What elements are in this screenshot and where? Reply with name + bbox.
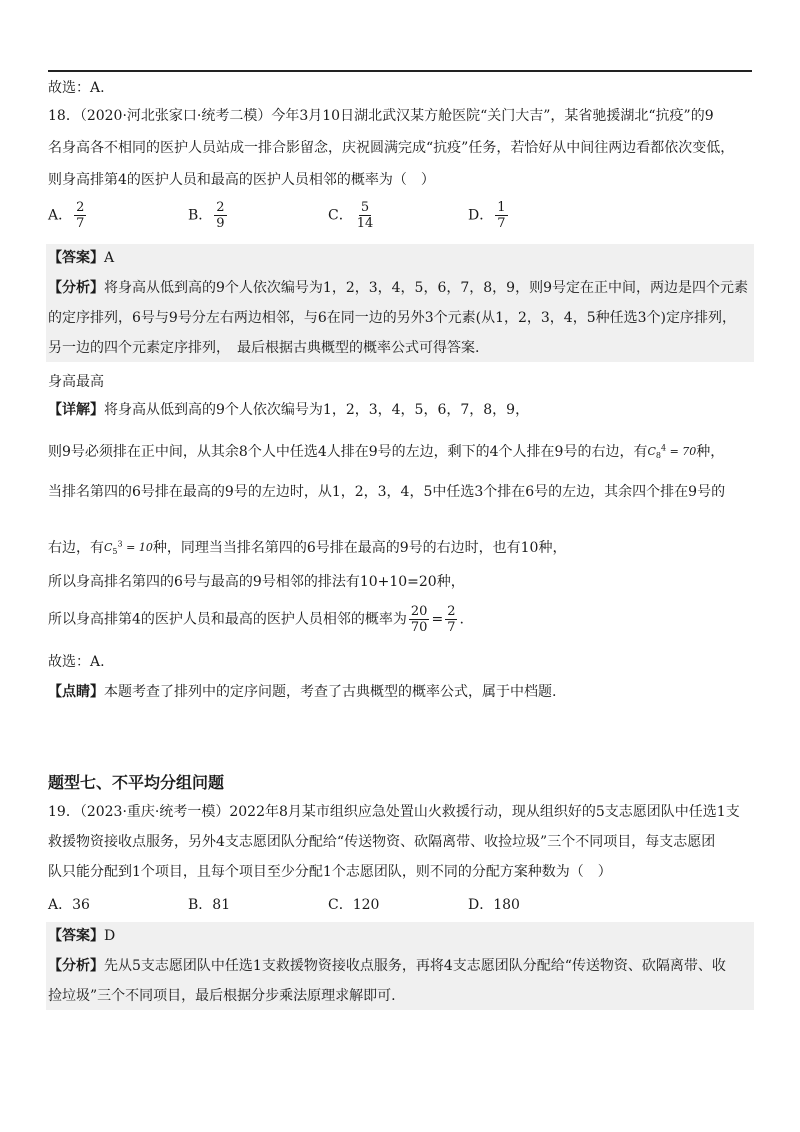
top-rule — [48, 70, 752, 72]
previous-answer: 故选：A. — [48, 80, 105, 96]
q18-option-b: B． $\frac{2}{9}$ — [188, 200, 225, 231]
q18-option-c: C． $\frac{5}{14}$ — [328, 200, 374, 231]
q19-stem-line-1: 19．（2023·重庆·统考一模）2022年8月某市组织应急处置山火救援行动，现从组织好的5支志愿团队中任选1支 — [48, 804, 740, 820]
q18-detail-line-1: 【详解】将身高从低到高的9个人依次编号为1，2，3，4，5，6，7，8，9， — [48, 402, 530, 418]
q19-analysis-line-1: 【分析】先从5支志愿团队中任选1支救援物资接收点服务，再将4支志愿团队分配给“传送物资、砍隔离带、收 — [48, 958, 726, 974]
q19-answer: 【答案】D — [48, 928, 116, 944]
q18-option-a: A． $\frac{2}{7}$ — [48, 200, 85, 231]
q18-analysis-line-1: 【分析】将身高从低到高的9个人依次编号为1，2，3，4，5，6，7，8，9，则9号定在正中间，两边是四个元素 — [48, 280, 748, 296]
q18-detail-line-2: 则9号必须排在正中间，从其余8个人中任选4人排在9号的左边，剩下的4个人排在9号的右边，有$C_8^4 = 70$种， — [48, 443, 725, 460]
q19-analysis-line-2: 捡垃圾”三个不同项目，最后根据分步乘法原理求解即可. — [48, 988, 396, 1004]
q18-choose: 故选：A. — [48, 654, 105, 670]
q19-stem-line-3: 队只能分配到1个项目，且每个项目至少分配1个志愿团队，则不同的分配方案种数为（ ） — [48, 864, 612, 880]
q19-stem-line-2: 救援物资接收点服务，另外4支志愿团队分配给“传送物资、砍隔离带、收捡垃圾”三个不同项目，每支志愿团 — [48, 834, 716, 850]
q19-option-d: D．180 — [468, 897, 520, 913]
q18-aside-note: 身高最高 — [48, 374, 104, 390]
q18-comment: 【点睛】本题考查了排列中的定序问题，考查了古典概型的概率公式，属于中档题. — [48, 684, 557, 700]
q18-detail-line-6: 所以身高排第4的医护人员和最高的医护人员相邻的概率为 $\frac{20}{70}$ = $\frac{2}{7}$ . — [48, 604, 464, 635]
q18-option-d: D． $\frac{1}{7}$ — [468, 200, 506, 231]
q19-option-a: A．36 — [48, 897, 90, 913]
q18-detail-line-5: 所以身高排名第四的6号与最高的9号相邻的排法有10+10=20种， — [48, 574, 465, 590]
combination-c53: $C_5^3 = 10$ — [104, 539, 153, 556]
q18-stem-line-2: 名身高各不相同的医护人员站成一排合影留念，庆祝圆满完成“抗疫”任务，若恰好从中间往两边看都依次变低， — [48, 140, 735, 156]
q18-detail-line-3: 当排名第四的6号排在最高的9号的左边时，从1，2，3，4，5中任选3个排在6号的左边，其余四个排在9号的 — [48, 484, 726, 500]
q18-analysis-line-2: 的定序排列，6号与9号分左右两边相邻，与6在同一边的另外3个元素(从1，2，3，4，5种任选3个)定序排列， — [48, 310, 736, 326]
q18-stem-line-1: 18．（2020·河北张家口·统考二模）今年3月10日湖北武汉某方舱医院“关门大吉”，某省驰援湖北“抗疫”的9 — [48, 108, 714, 124]
q18-analysis-line-3: 另一边的四个元素定序排列， 最后根据古典概型的概率公式可得答案. — [48, 340, 480, 356]
q19-option-b: B．81 — [188, 897, 231, 913]
q18-answer: 【答案】A — [48, 250, 115, 266]
q18-stem-line-3: 则身高排第4的医护人员和最高的医护人员相邻的概率为（ ） — [48, 172, 435, 188]
section-heading: 题型七、不平均分组问题 — [48, 773, 225, 792]
combination-c84: $C_8^4 = 70$ — [647, 443, 697, 460]
q19-option-c: C．120 — [328, 897, 380, 913]
q18-detail-line-4: 右边，有$C_5^3 = 10$种，同理当当排名第四的6号排在最高的9号的右边时，也有10种， — [48, 539, 567, 556]
